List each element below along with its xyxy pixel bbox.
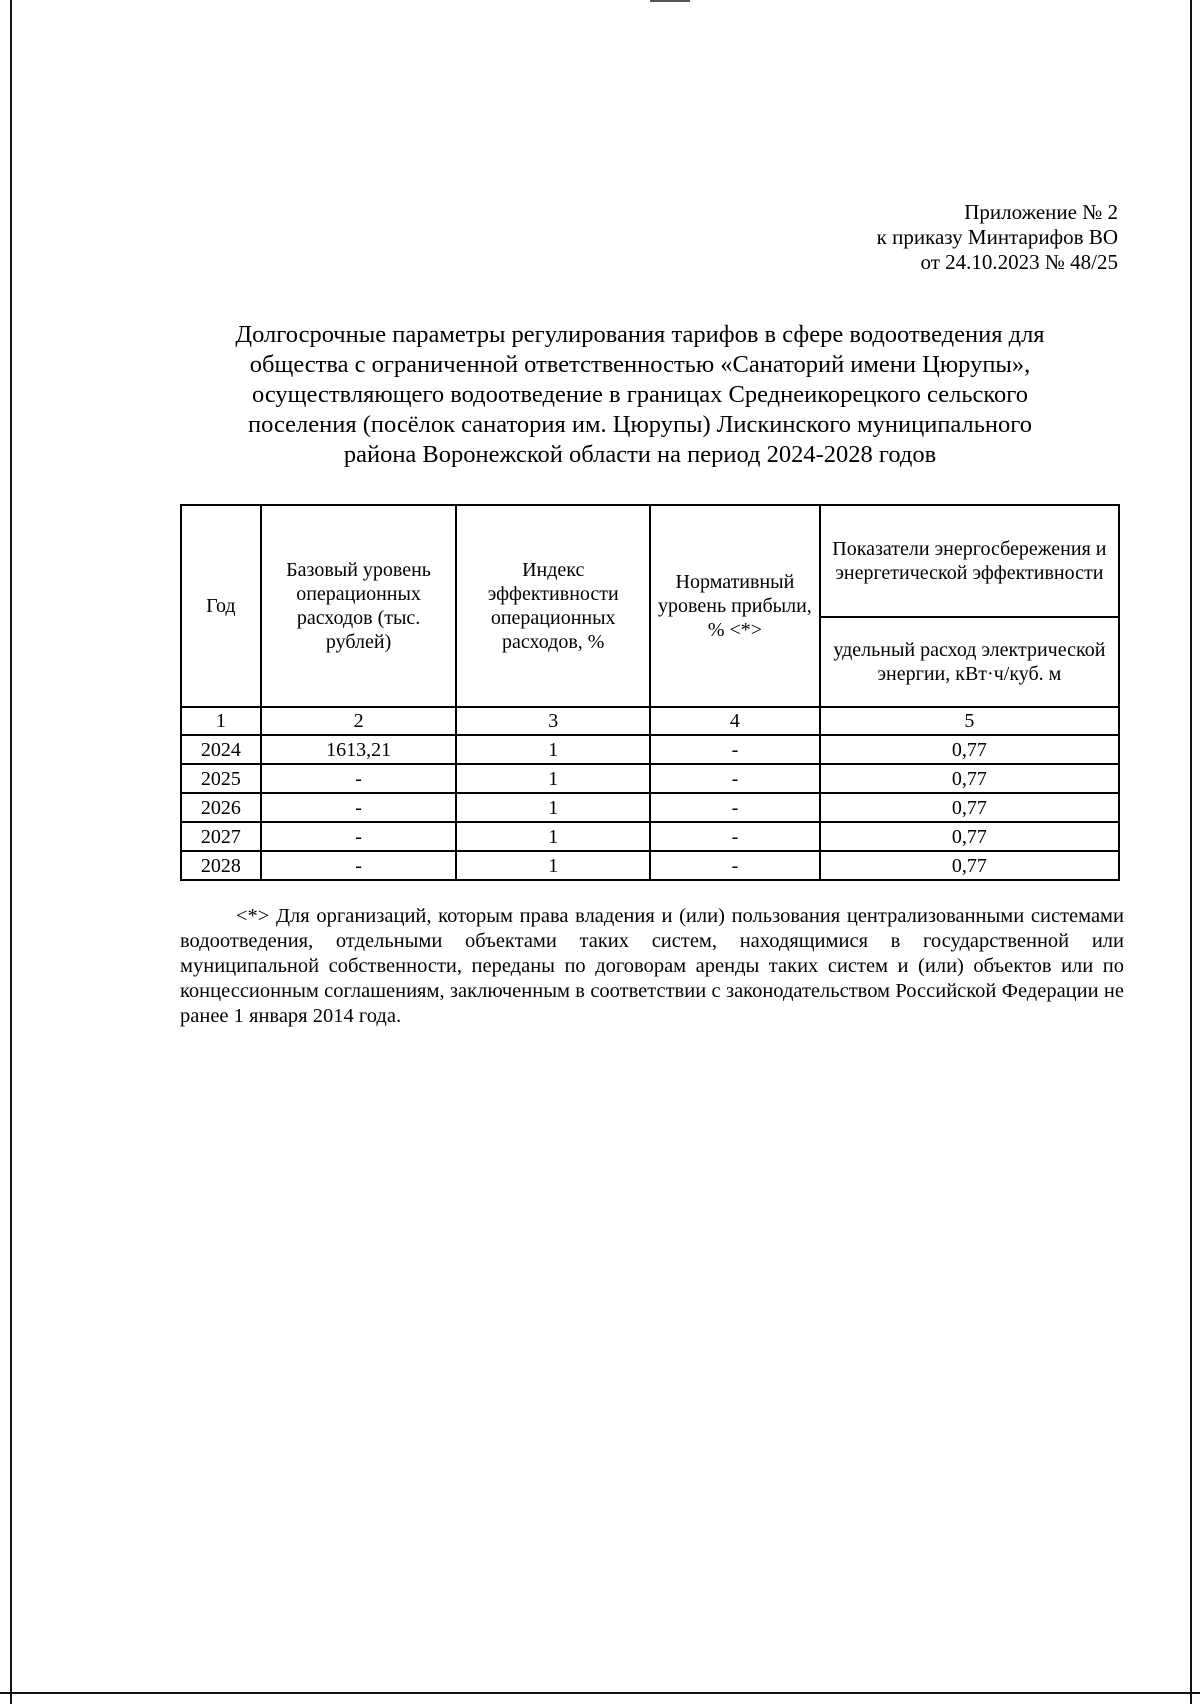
- appendix-order-ref: к приказу Минтарифов ВО: [876, 225, 1118, 249]
- table-row: [181, 851, 1119, 880]
- header-energy-consumption: удельный расход электрической энергии, кВт·ч/куб. м: [820, 617, 1119, 707]
- appendix-header: [877, 200, 1118, 275]
- cell-efficiency-index: 1: [456, 735, 650, 764]
- cell-profit-level: -: [650, 764, 820, 793]
- title-line: района Воронежской области на период 2024-2028 годов: [343, 441, 937, 468]
- header-efficiency-index: Индекс эффективности операционных расходов, %: [456, 505, 650, 707]
- column-number: 1: [181, 707, 261, 735]
- table-row: [181, 793, 1119, 822]
- column-number: 3: [456, 707, 650, 735]
- header-year: Год: [181, 505, 261, 707]
- scan-border-right: [1190, 0, 1192, 1704]
- title-line: поселения (посёлок санатория им. Цюрупы) Лискинского муниципального: [248, 411, 1032, 438]
- appendix-number: Приложение № 2: [964, 200, 1118, 224]
- cell-year: 2027: [181, 822, 261, 851]
- column-number-row: [181, 707, 1119, 735]
- cell-base-level: -: [261, 851, 457, 880]
- cell-year: 2028: [181, 851, 261, 880]
- column-number: 4: [650, 707, 820, 735]
- cell-energy: 0,77: [820, 793, 1119, 822]
- cell-profit-level: -: [650, 793, 820, 822]
- cell-efficiency-index: 1: [456, 851, 650, 880]
- footnote: <*> Для организаций, которым права владения и (или) пользования централизованными системами водоотведения, отдельными объектами таких систем, находящимися в государственной или муниципальной собственности, переданы по договорам аренды таких систем и (или) объектов или по концессионным соглашениям, заключенным в соответствии с законодательством Российской Федерации не ранее 1 января 2014 года.: [180, 905, 1124, 1027]
- cell-base-level: -: [261, 764, 457, 793]
- cell-efficiency-index: 1: [456, 764, 650, 793]
- cell-profit-level: -: [650, 822, 820, 851]
- scan-border-top: [650, 0, 690, 2]
- cell-energy: 0,77: [820, 822, 1119, 851]
- parameters-table: [180, 504, 1120, 881]
- table-row: [181, 764, 1119, 793]
- title-line: осуществляющего водоотведение в границах Среднеикорецкого сельского: [252, 381, 1028, 408]
- table-row: [181, 735, 1119, 764]
- cell-base-level: -: [261, 793, 457, 822]
- header-profit-level: Нормативный уровень прибыли, % <*>: [650, 505, 820, 707]
- header-energy-group: Показатели энергосбережения и энергетической эффективности: [820, 505, 1119, 617]
- cell-profit-level: -: [650, 851, 820, 880]
- cell-base-level: 1613,21: [261, 735, 457, 764]
- cell-energy: 0,77: [820, 735, 1119, 764]
- table-row: [181, 822, 1119, 851]
- appendix-order-date: от 24.10.2023 № 48/25: [920, 250, 1118, 274]
- column-number: 5: [820, 707, 1119, 735]
- column-number: 2: [261, 707, 457, 735]
- cell-year: 2024: [181, 735, 261, 764]
- title-line: Долгосрочные параметры регулирования тарифов в сфере водоотведения для: [235, 321, 1045, 348]
- cell-energy: 0,77: [820, 764, 1119, 793]
- cell-profit-level: -: [650, 735, 820, 764]
- header-base-level: Базовый уровень операционных расходов (тыс. рублей): [261, 505, 457, 707]
- cell-year: 2026: [181, 793, 261, 822]
- scan-border-bottom: [0, 1692, 1200, 1694]
- cell-year: 2025: [181, 764, 261, 793]
- document-title: [180, 320, 1100, 470]
- cell-efficiency-index: 1: [456, 822, 650, 851]
- scan-border-left: [10, 0, 12, 1704]
- cell-efficiency-index: 1: [456, 793, 650, 822]
- cell-base-level: -: [261, 822, 457, 851]
- cell-energy: 0,77: [820, 851, 1119, 880]
- title-line: общества с ограниченной ответственностью «Санаторий имени Цюрупы»,: [249, 351, 1031, 378]
